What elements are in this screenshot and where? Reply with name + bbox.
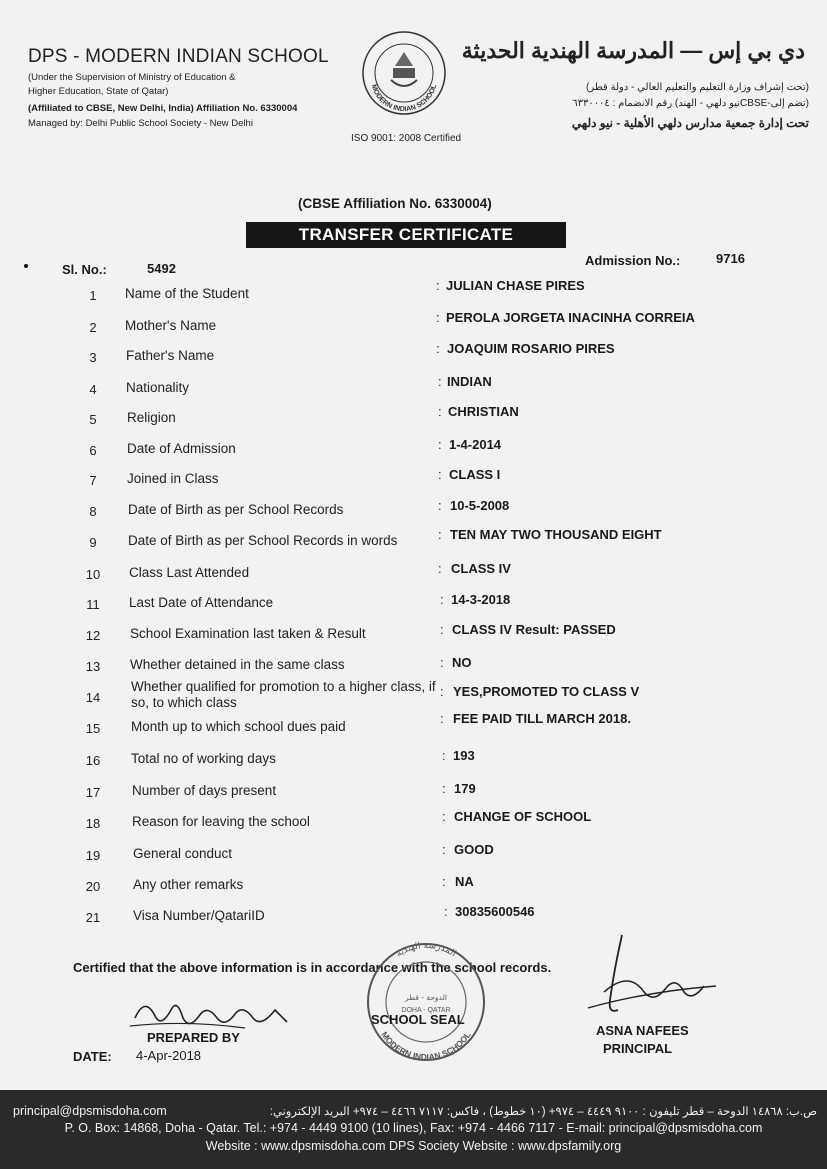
field-value: NA [455, 874, 474, 889]
footer-email[interactable]: principal@dpsmisdoha.com [13, 1104, 167, 1118]
field-label: Whether detained in the same class [130, 657, 345, 672]
field-colon: : [442, 748, 446, 763]
row-number: 5 [89, 412, 97, 427]
principal-title: PRINCIPAL [603, 1041, 673, 1056]
field-value: CLASS IV [451, 561, 511, 576]
school-seal-stamp [358, 938, 494, 1062]
row-number: 15 [85, 721, 101, 736]
field-label: Class Last Attended [129, 565, 250, 580]
row-number: 21 [85, 910, 101, 925]
row-number: 6 [89, 443, 97, 458]
field-label: General conduct [133, 846, 233, 861]
svg-text:MODERN INDIAN SCHOOL [379, 1030, 472, 1062]
field-colon: : [438, 404, 442, 419]
row-number: 16 [85, 753, 101, 768]
row-number: 11 [86, 597, 100, 612]
seal-ring-text-en: MODERN INDIAN SCHOOL [379, 1029, 473, 1062]
row-number: 20 [85, 879, 101, 894]
bullet-mark [24, 264, 28, 268]
row-number: 8 [89, 504, 97, 519]
field-colon: : [442, 809, 446, 824]
row-number: 12 [85, 628, 101, 643]
sl-no-value: 5492 [147, 261, 176, 276]
iso-certification: ISO 9001: 2008 Certified [351, 133, 462, 144]
footer-websites[interactable]: Website : www.dpsmisdoha.com DPS Society Website : www.dpsfamily.org [205, 1139, 622, 1153]
row-number: 19 [85, 848, 101, 863]
field-label: Reason for leaving the school [132, 814, 310, 829]
school-name-en: DPS - MODERN INDIAN SCHOOL [28, 46, 329, 67]
row-number: 2 [89, 320, 97, 335]
certificate-title: TRANSFER CERTIFICATE [246, 222, 566, 248]
field-value: JOAQUIM ROSARIO PIRES [447, 341, 615, 356]
school-name-ar: دي بي إس — المدرسة الهندية الحديثة [461, 38, 805, 63]
field-colon: : [442, 781, 446, 796]
field-colon: : [436, 310, 440, 325]
seal-inner-ar: الدوحة - قطر [405, 993, 447, 1002]
field-label: Date of Admission [127, 441, 236, 456]
field-value: 1-4-2014 [449, 437, 502, 452]
header-ar-line-1: (تحت إشراف وزارة التعليم والتعليم العالي - دولة قطر) [586, 82, 809, 93]
field-colon: : [442, 874, 446, 889]
field-colon: : [436, 278, 440, 293]
field-label: Total no of working days [131, 751, 276, 766]
row-number: 14 [85, 690, 101, 705]
row-number: 9 [89, 535, 97, 550]
certified-statement: Certified that the above information is in accordance with the school records. [73, 960, 552, 975]
header-line-4: Managed by: Delhi Public School Society - New Delhi [28, 118, 253, 129]
school-seal-label: SCHOOL SEAL [371, 1012, 465, 1027]
header-line-2: Higher Education, State of Qatar) [28, 86, 169, 97]
field-colon: : [440, 684, 444, 699]
row-number: 17 [85, 785, 101, 800]
admission-no-value: 9716 [716, 251, 745, 266]
header-line-3: (Affiliated to CBSE, New Delhi, India) Affiliation No. 6330004 [28, 103, 298, 114]
field-value: 179 [454, 781, 476, 796]
field-colon: : [438, 527, 442, 542]
field-value: TEN MAY TWO THOUSAND EIGHT [450, 527, 662, 542]
field-value: JULIAN CHASE PIRES [446, 278, 585, 293]
row-number: 4 [89, 382, 97, 397]
field-colon: : [438, 374, 442, 389]
field-value: FEE PAID TILL MARCH 2018. [453, 711, 631, 726]
field-value: CHRISTIAN [448, 404, 519, 419]
field-colon: : [436, 341, 440, 356]
row-number: 1 [89, 288, 97, 303]
field-colon: : [440, 711, 444, 726]
field-colon: : [438, 561, 442, 576]
field-colon: : [442, 842, 446, 857]
field-value: CLASS IV Result: PASSED [452, 622, 616, 637]
footer-address-en: P. O. Box: 14868, Doha - Qatar. Tel.: +974 - 4449 9100 (10 lines), Fax: +974 - 4466 7117 - E-mail: principal@dpsmisdoha.com [64, 1121, 763, 1135]
sl-no-label: Sl. No.: [62, 262, 107, 277]
field-label: Mother's Name [125, 318, 217, 333]
svg-text:المدرسة الهندية [394, 941, 457, 959]
principal-signature [584, 930, 724, 1025]
date-value: 4-Apr-2018 [136, 1048, 202, 1063]
field-value: PEROLA JORGETA INACINHA CORREIA [446, 310, 695, 325]
field-value: NO [452, 655, 472, 670]
field-label: Date of Birth as per School Records in words [128, 533, 398, 548]
field-label: Whether qualified for promotion to a higher class, if so, to which class [131, 679, 436, 710]
field-label: Nationality [126, 380, 190, 395]
field-colon: : [440, 622, 444, 637]
field-label: Date of Birth as per School Records [128, 502, 344, 517]
field-value: CHANGE OF SCHOOL [454, 809, 592, 824]
field-label: Number of days present [132, 783, 277, 798]
field-value: 10-5-2008 [450, 498, 510, 513]
field-value: GOOD [454, 842, 494, 857]
seal-inner-text: DOHA - QATAR [401, 1007, 451, 1014]
row-number: 3 [89, 350, 97, 365]
field-colon: : [440, 592, 444, 607]
principal-name: ASNA NAFEES [596, 1023, 689, 1038]
field-label: Religion [127, 410, 176, 425]
header-ar-line-3: تحت إدارة جمعية مدارس دلهي الأهلية - نيو دلهي [571, 116, 809, 130]
header-ar-line-2: (تضم إلى-CBSEنيو دلهي - الهند) رقم الانضمام : ٦٣٣٠٠٠٤ [572, 98, 809, 109]
field-colon: : [440, 655, 444, 670]
field-label: Visa Number/QatariID [133, 908, 265, 923]
row-number: 10 [85, 567, 101, 582]
svg-text:MODERN INDIAN SCHOOL [370, 83, 439, 113]
field-colon: : [444, 904, 448, 919]
field-value: 14-3-2018 [451, 592, 511, 607]
row-number: 18 [85, 816, 101, 831]
footer-address-ar: ص.ب: ١٤٨٦٨ الدوحة – قطر تليفون : ٩١٠٠ ٤٤٤٩ – ٩٧٤+ (١٠ خطوط) ، فاكس: ٧١١٧ ٤٤٦٦ – ٩٧٤+ البريد الإلكتروني: [269, 1106, 817, 1118]
header-line-1: (Under the Supervision of Ministry of Education & [28, 72, 236, 83]
seal-ring-text-ar: المدرسة الهندية [394, 940, 458, 960]
field-colon: : [438, 437, 442, 452]
field-label: Joined in Class [127, 471, 219, 486]
field-value: 30835600546 [455, 904, 535, 919]
field-label: Last Date of Attendance [129, 595, 274, 610]
prepared-by-label: PREPARED BY [147, 1030, 240, 1045]
field-colon: : [438, 467, 442, 482]
cbse-affiliation: (CBSE Affiliation No. 6330004) [298, 196, 492, 211]
field-label: Name of the Student [125, 286, 249, 301]
field-value: YES,PROMOTED TO CLASS V [453, 684, 640, 699]
field-label: School Examination last taken & Result [130, 626, 366, 641]
field-colon: : [438, 498, 442, 513]
field-value: INDIAN [447, 374, 492, 389]
footer-band [0, 1090, 827, 1169]
row-number: 7 [89, 473, 97, 488]
field-value: CLASS I [449, 467, 501, 482]
logo-ring-text: MODERN INDIAN SCHOOL [369, 83, 439, 114]
date-label: DATE: [73, 1049, 112, 1064]
row-number: 13 [85, 659, 101, 674]
admission-no-label: Admission No.: [585, 253, 681, 268]
field-label: Month up to which school dues paid [131, 719, 346, 734]
field-label: Any other remarks [133, 877, 244, 892]
field-value: 193 [453, 748, 475, 763]
school-logo [361, 30, 447, 116]
field-label: Father's Name [126, 348, 215, 363]
